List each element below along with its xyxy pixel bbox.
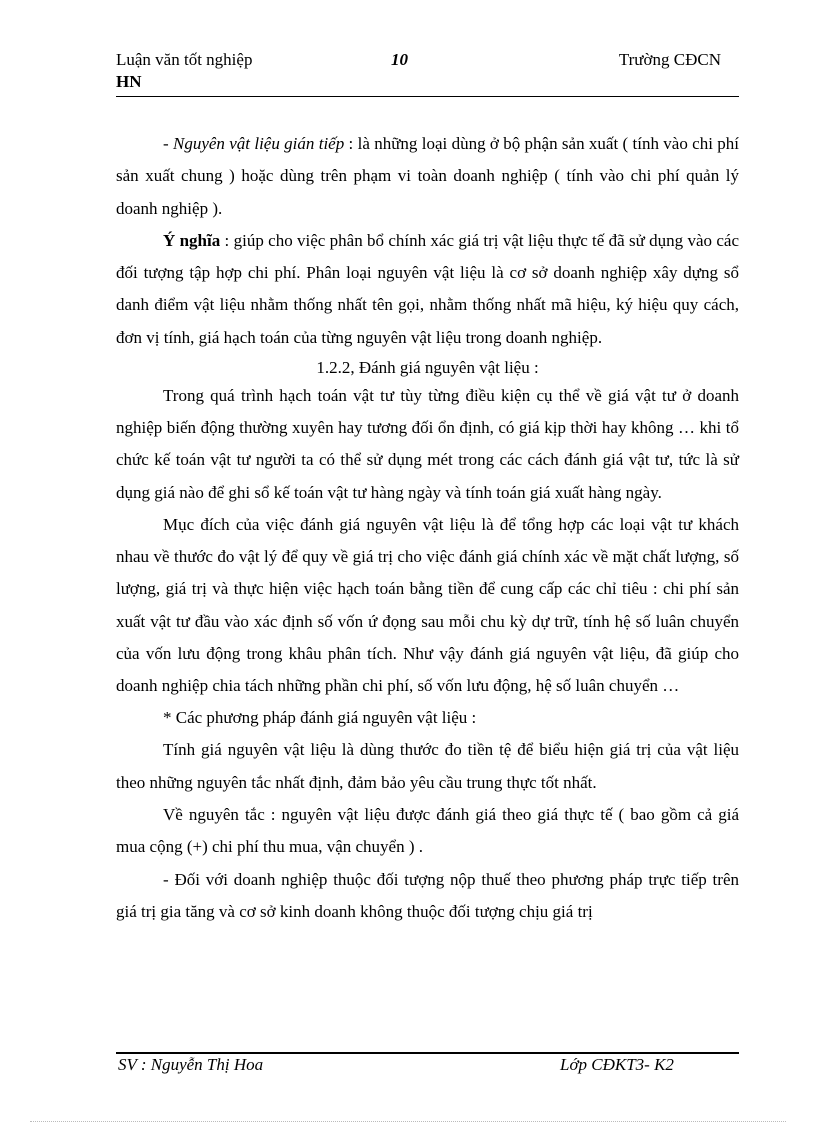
page-number: 10	[391, 50, 408, 69]
paragraph: Tính giá nguyên vật liệu là dùng thước đo tiền tệ để biểu hiện giá trị của vật liệu theo những nguyên tắc nhất định, đảm bảo yêu cầu trung thực tốt nhất.	[116, 740, 739, 792]
paragraph	[116, 225, 739, 354]
paragraph: - Đối với doanh nghiệp thuộc đối tượng nộp thuế theo phương pháp trực tiếp trên giá trị gia tăng và cơ sở kinh doanh không thuộc đối tượng chịu giá trị	[116, 869, 739, 921]
term-indirect-materials: - Nguyên vật liệu gián tiếp	[163, 134, 345, 153]
footer-divider	[116, 1052, 739, 1054]
paragraph: Mục đích của việc đánh giá nguyên vật liệu là để tổng hợp các loại vật tư khách nhau về thước đo vật lý để quy về giá trị cho việc đánh giá chính xác về mặt chất lượng, số lượng, giá trị và thực hiện việc hạch toán bằng tiền để cung cấp các chỉ tiêu : chi phí sản xuất vật tư đầu vào xác định số vốn ứ đọng sau mỗi chu kỳ dự trữ, tính hệ số luân chuyển của vốn lưu động trong khâu phân tích. Như vậy đánh giá nguyên vật liệu, đã giúp cho doanh nghiệp chia tách những phần chi phí, số vốn lưu động, hệ số luân chuyển …	[116, 514, 739, 695]
document-body	[116, 128, 739, 928]
header-divider	[116, 96, 739, 97]
paragraph-text: : giúp cho việc phân bổ chính xác giá trị vật liệu thực tế đã sử dụng vào các đối tượng tập hợp chi phí. Phân loại nguyên vật liệu là cơ sở doanh nghiệp xây dựng sổ danh điểm vật liệu nhằm thống nhất tên gọi, nhằm thống nhất mã hiệu, ký hiệu quy cách, đơn vị tính, giá hạch toán của từng nguyên vật liệu trong doanh nghiệp.	[116, 230, 739, 347]
paragraph: Về nguyên tắc : nguyên vật liệu được đánh giá theo giá thực tế ( bao gồm cả giá mua cộng (+) chi phí thu mua, vận chuyển ) .	[116, 805, 739, 857]
header-school: Trường CĐCN	[618, 50, 721, 69]
paragraph-text: : là những loại dùng ở bộ phận sản xuất ( tính vào chi phí sản xuất chung ) hoặc dùng trên phạm vi toàn doanh nghiệp ( tính vào chi phí quản lý doanh nghiệp ).	[116, 134, 739, 218]
page-edge-divider	[30, 1121, 786, 1122]
subheading: * Các phương pháp đánh giá nguyên vật liệu :	[163, 708, 477, 728]
page-header	[116, 48, 739, 91]
term-meaning: Ý nghĩa	[163, 230, 221, 250]
footer-student-name: SV : Nguyễn Thị Hoa	[118, 1055, 264, 1074]
footer-class: Lớp CĐKT3- K2	[560, 1055, 674, 1074]
header-thesis-title-cont: HN	[116, 72, 142, 91]
paragraph	[116, 128, 739, 225]
header-thesis-title: Luận văn tốt nghiệp	[116, 50, 253, 69]
section-heading: 1.2.2, Đánh giá nguyên vật liệu :	[316, 358, 539, 378]
paragraph: Trong quá trình hạch toán vật tư tùy từng điều kiện cụ thể về giá vật tư ở doanh nghiệp biến động thường xuyên hay tương đối ổn định, có giá kịp thời hay không … khi tổ chức kế toán vật tư người ta có thể sử dụng mét trong các cách đánh giá vật tư, tức là sử dụng giá nào để ghi sổ kế toán vật tư hàng ngày và tính toán giá xuất hàng ngày.	[116, 386, 739, 502]
